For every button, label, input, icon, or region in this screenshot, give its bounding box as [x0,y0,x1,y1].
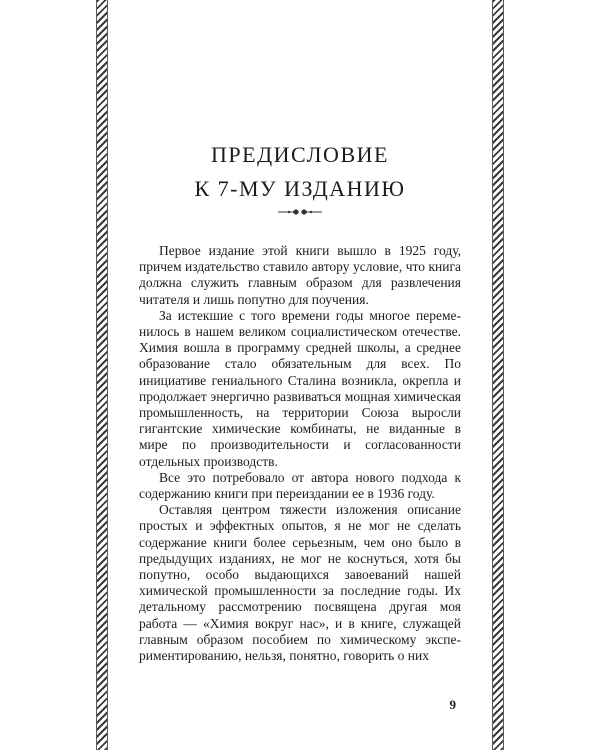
divider-ornament-icon [108,206,492,222]
decorative-border-left [96,0,108,750]
chapter-title-line-1: ПРЕДИСЛОВИЕ [211,142,389,167]
book-page [108,0,492,750]
paragraph-3: Все это потребовало от автора нового подхода к содержанию книги при переиздании ее в 1936 году. [139,469,461,502]
chapter-title [108,138,492,206]
page-number: 9 [449,697,456,712]
paragraph-1: Первое издание этой книги вышло в 1925 году, причем издательство ставило автору условие, что книга должна служить главным образом для развлечения читателя и лишь попутно для поучения. [139,243,461,307]
paragraph-2: За истекшие с того времени годы многое переменилось в нашем великом социалистическом отечестве. Химия вошла в программу средней школы, а среднее образование стало обязательным для всех. По инициативе гениального Сталина возникла, окрепла и продолжает энергично развиваться мощная химическая промышленность, на территории Союза выросли гигантские химические комбинаты, не виданные в мире по производительности и согласованности отдельных производств. [139,307,461,469]
decorative-border-right [492,0,504,750]
body-text [139,243,461,664]
paragraph-4: Оставляя центром тяжести изложения описание простых и эффектных опытов, я не мог не сделать содержание книги более серьезным, чем оно было в предыдущих изданиях, не мог не коснуться, хотя бы попутно, особо выдающихся завоеваний нашей химической промышленности за последние годы. Их детальному рассмотрению посвящена другая моя работа — «Химия вокруг нас», и в книге, служащей главным образом пособием по химическому экспериментированию, нельзя, понятно, говорить о них [139,502,461,664]
chapter-title-line-2: К 7-МУ ИЗДАНИЮ [194,176,406,201]
